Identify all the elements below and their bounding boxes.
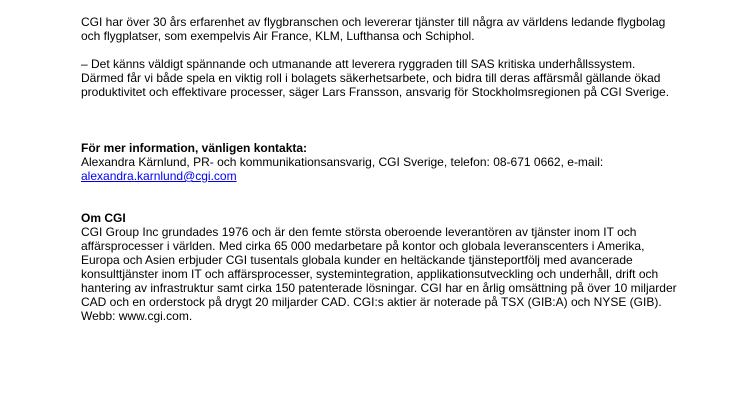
contact-heading: För mer information, vänligen kontakta: — [81, 141, 308, 155]
about-heading: Om CGI — [81, 211, 126, 225]
quote-paragraph: – Det känns väldigt spännande och utmanande att leverera ryggraden till SAS kritiska underhållssystem. Därmed får vi både spela en viktig roll i bolagets säkerhetsarbete, och bidra till deras affärsmål gällande ökad produktivitet och effektivare processer, säger Lars Fransson, ansvarig för Stockholmsregionen på CGI Sverige. — [81, 57, 670, 99]
contact-section — [81, 141, 681, 183]
contact-details-text: Alexandra Kärnlund, PR- och kommunikationsansvarig, CGI Sverige, telefon: 08-671 0662, e-mail: — [81, 155, 604, 169]
spacer — [81, 99, 681, 141]
document-page — [81, 15, 681, 323]
intro-paragraph: CGI har över 30 års erfarenhet av flygbranschen och levererar tjänster till några av världens ledande flygbolag och flygplatser, som exempelvis Air France, KLM, Lufthansa och Schiphol. — [81, 15, 666, 43]
contact-details — [81, 155, 681, 183]
about-body: CGI Group Inc grundades 1976 och är den femte största oberoende leverantören av tjänster inom IT och affärsprocesser i världen. Med cirka 65 000 medarbetare på kontor och globala leveranscenters i Amerika, Europa och Asien erbjuder CGI tusentals globala kunder en heltäckande tjänsteportfölj med avancerade konsulttjänster inom IT och affärsprocesser, systemintegration, applikationsutveckling och underhåll, drift och hantering av infrastruktur samt cirka 150 patenterade lösningar. CGI har en årlig omsättning på över 10 miljarder CAD och en orderstock på drygt 20 miljarder CAD. CGI:s aktier är noterade på TSX (GIB:A) och NYSE (GIB). Webb: www.cgi.com. — [81, 225, 677, 323]
contact-email-link[interactable]: alexandra.karnlund@cgi.com — [81, 169, 237, 183]
about-section — [81, 211, 681, 323]
spacer — [81, 183, 681, 211]
spacer — [81, 43, 681, 57]
